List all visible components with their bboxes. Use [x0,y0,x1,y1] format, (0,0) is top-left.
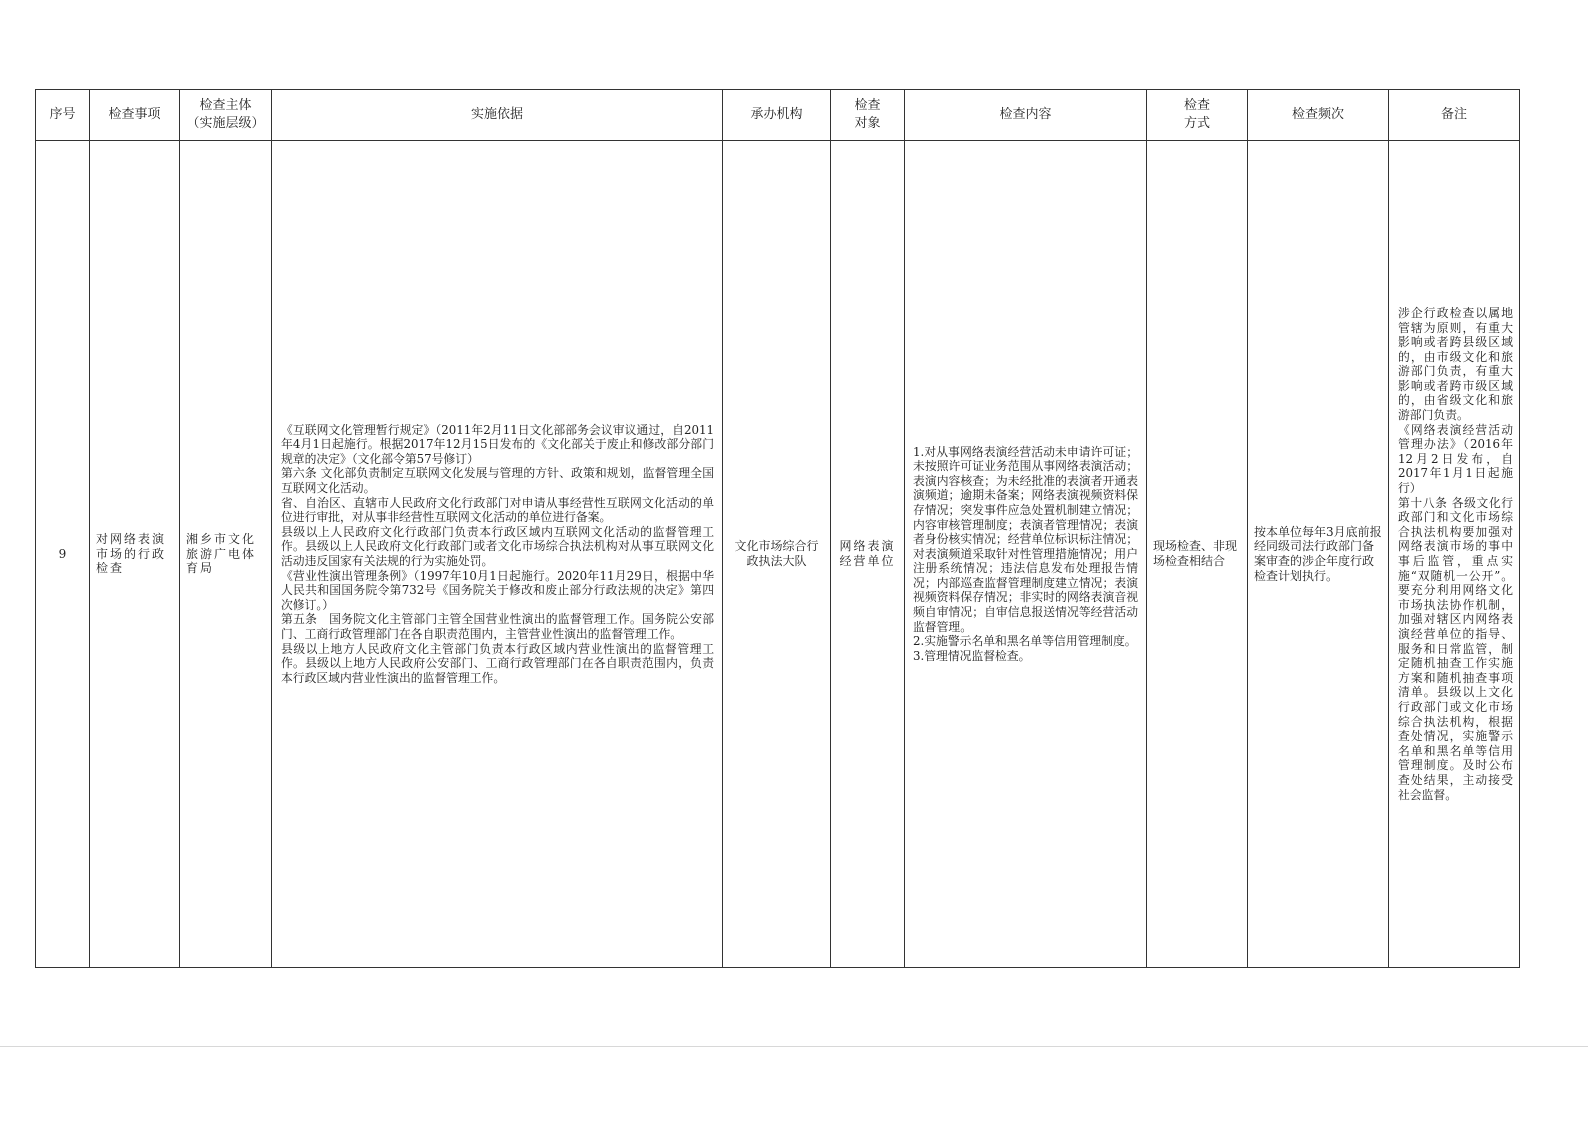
header-agency: 承办机构 [723,90,831,141]
content-text [905,445,1146,664]
header-seq: 序号 [36,90,90,141]
header-frequency: 检查频次 [1248,90,1389,141]
cell-method [1147,141,1248,968]
remark-paragraph: 《网络表演经营活动管理办法》（2016年12月2日发布，自2017年1月1日起施行） [1398,422,1513,496]
basis-paragraph: 县级以上人民政府文化行政部门负责本行政区域内互联网文化活动的监督管理工作。县级以上人民政府文化行政部门或者文化市场综合执法机构对从事互联网文化活动违反国家有关法规的行为实施处罚。 [281,524,714,568]
basis-text [272,423,722,686]
basis-paragraph: 《营业性演出管理条例》（1997年10月1日起施行。2020年11月29日，根据中华人民共和国国务院令第732号《国务院关于修改和废止部分行政法规的决定》第四次修订。） [281,568,714,612]
basis-paragraph: 第六条 文化部负责制定互联网文化发展与管理的方针、政策和规划，监督管理全国互联网文化活动。 [281,466,714,496]
object-text: 网络表演经营单位 [839,539,896,568]
remark-text [1389,306,1519,802]
cell-frequency [1248,141,1389,968]
header-basis: 实施依据 [272,90,723,141]
cell-basis [272,141,723,968]
cell-seq: 9 [36,141,90,968]
cell-subject [180,141,272,968]
page-edge [0,1046,1588,1047]
item-text: 对网络表演市场的行政检查 [96,532,167,576]
header-row [36,90,1520,141]
cell-agency [723,141,831,968]
frequency-text: 按本单位每年3月底前报经同级司法行政部门备案审查的涉企年度行政检查计划执行。 [1254,524,1382,583]
cell-object [831,141,905,968]
header-method: 检查 方式 [1147,90,1248,141]
method-text: 现场检查、非现场检查相结合 [1153,539,1238,568]
table-row [36,141,1520,968]
cell-item [90,141,180,968]
inspection-table [35,89,1520,968]
header-object: 检查 对象 [831,90,905,141]
remark-paragraph: 第十八条 各级文化行政部门和文化市场综合执法机构要加强对网络表演市场的事中事后监管，重点实施“双随机一公开”。要充分利用网络文化市场执法协作机制，加强对辖区内网络表演经营单位的指导、服务和日常监管，制定随机抽查工作实施方案和随机抽查事项清单。县级以上文化行政部门或文化市场综合执法机构，根据查处情况，实施警示名单和黑名单等信用管理制度。及时公布查处结果，主动接受社会监督。 [1398,495,1513,802]
content-item: 1.对从事网络表演经营活动未申请许可证；未按照许可证业务范围从事网络表演活动；表演内容核查；为未经批准的表演者开通表演频道；逾期未备案；网络表演视频资料保存情况；突发事件应急处置机制建立情况；内容审核管理制度；表演者管理情况；表演者身份核实情况；经营单位标识标注情况；对表演频道采取针对性管理措施情况；用户注册系统情况；违法信息发布处理报告情况；内部巡查监督管理制度建立情况；表演视频资料保存情况；非实时的网络表演音视频自审情况；自审信息报送情况等经营活动监督管理。 [913,444,1138,634]
basis-paragraph: 县级以上地方人民政府文化主管部门负责本行政区域内营业性演出的监督管理工作。县级以上地方人民政府公安部门、工商行政管理部门在各自职责范围内，负责本行政区域内营业性演出的监督管理工作。 [281,641,714,685]
content-item: 3.管理情况监督检查。 [913,648,1031,663]
header-remark: 备注 [1389,90,1520,141]
basis-paragraph: 《互联网文化管理暂行规定》（2011年2月11日文化部部务会议审议通过，自2011年4月1日起施行。根据2017年12月15日发布的《文化部关于废止和修改部分部门规章的决定》（文化部令第57号修订） [281,422,714,466]
header-content: 检查内容 [905,90,1147,141]
basis-paragraph: 省、自治区、直辖市人民政府文化行政部门对申请从事经营性互联网文化活动的单位进行审批，对从事非经营性互联网文化活动的单位进行备案。 [281,495,714,525]
header-item: 检查事项 [90,90,180,141]
header-subject: 检查主体 （实施层级） [180,90,272,141]
content-item: 2.实施警示名单和黑名单等信用管理制度。 [913,634,1137,649]
subject-text: 湘乡市文化旅游广电体育局 [186,532,257,576]
basis-paragraph: 第五条 国务院文化主管部门主管全国营业性演出的监督管理工作。国务院公安部门、工商行政管理部门在各自职责范围内，主管营业性演出的监督管理工作。 [281,612,714,641]
cell-remark [1389,141,1520,968]
cell-content [905,141,1147,968]
agency-text: 文化市场综合行政执法大队 [734,539,819,568]
remark-paragraph: 涉企行政检查以属地管辖为原则，有重大影响或者跨县级区域的，由市级文化和旅游部门负责，有重大影响或者跨市级区域的，由省级文化和旅游部门负责。 [1398,305,1513,423]
